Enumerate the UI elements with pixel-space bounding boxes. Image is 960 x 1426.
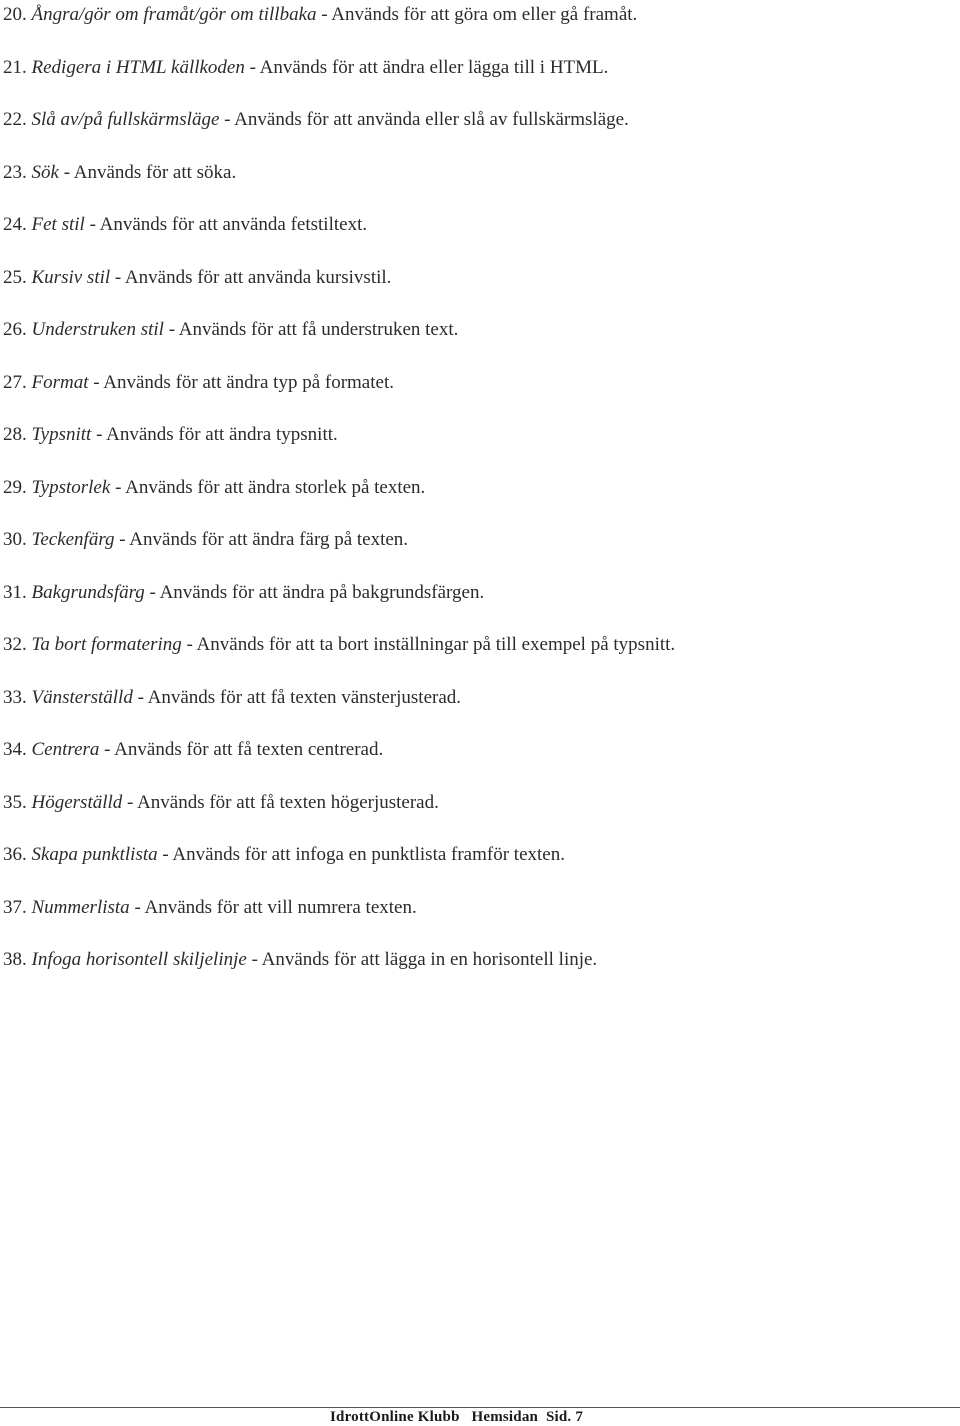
list-item bbox=[0, 578, 940, 631]
item-number: 28. bbox=[3, 424, 27, 445]
item-term: Slå av/på fullskärmsläge bbox=[31, 109, 220, 130]
list-item bbox=[0, 105, 940, 158]
item-description: - Används för att göra om eller gå framåt. bbox=[316, 4, 638, 25]
item-description: - Används för att få texten centrerad. bbox=[99, 739, 384, 760]
item-term: Redigera i HTML källkoden bbox=[31, 56, 245, 78]
item-number: 38. bbox=[3, 949, 27, 970]
page-footer: IdrottOnline Klubb Hemsidan Sid. 7 bbox=[330, 1409, 584, 1425]
item-number: 31. bbox=[3, 581, 27, 603]
list-item bbox=[0, 210, 940, 263]
item-number: 36. bbox=[3, 844, 27, 865]
footer-divider bbox=[0, 1407, 960, 1408]
item-description: - Används för att få understruken text. bbox=[163, 319, 459, 340]
item-number: 24. bbox=[3, 214, 27, 235]
item-term: Understruken stil bbox=[31, 319, 164, 340]
item-description: - Används för att ändra eller lägga till i HTML. bbox=[244, 56, 609, 78]
item-description: - Används för att använda eller slå av fullskärmsläge. bbox=[219, 109, 629, 130]
item-number: 32. bbox=[3, 634, 27, 655]
item-term: Typstorlek bbox=[31, 476, 111, 498]
item-description: - Används för att infoga en punktlista framför texten. bbox=[157, 844, 565, 865]
item-description: - Används för att få texten vänsterjusterad. bbox=[132, 686, 462, 708]
item-description: - Används för att söka. bbox=[58, 161, 237, 183]
list-item bbox=[0, 683, 940, 736]
item-number: 22. bbox=[3, 109, 27, 130]
item-term: Fet stil bbox=[31, 214, 85, 235]
item-term: Högerställd bbox=[31, 791, 123, 813]
list-item bbox=[0, 735, 940, 788]
list-item bbox=[0, 158, 940, 211]
list-item bbox=[0, 945, 940, 998]
item-description: - Används för att vill numrera texten. bbox=[129, 896, 417, 918]
item-term: Format bbox=[31, 371, 89, 393]
item-number: 26. bbox=[3, 319, 27, 340]
item-description: - Används för att använda kursivstil. bbox=[110, 266, 392, 288]
item-term: Bakgrundsfärg bbox=[31, 581, 145, 603]
item-number: 34. bbox=[3, 739, 27, 760]
item-number: 35. bbox=[3, 791, 27, 813]
item-term: Infoga horisontell skiljelinje bbox=[31, 949, 247, 970]
item-description: - Används för att ändra typ på formatet. bbox=[88, 371, 394, 393]
item-term: Ta bort formatering bbox=[31, 634, 182, 655]
item-number: 33. bbox=[3, 686, 27, 708]
item-number: 21. bbox=[3, 56, 27, 78]
list-item bbox=[0, 473, 940, 526]
item-term: Teckenfärg bbox=[31, 529, 115, 550]
list-item bbox=[0, 840, 940, 893]
list-item bbox=[0, 0, 940, 53]
item-term: Kursiv stil bbox=[31, 266, 111, 288]
item-term: Ångra/gör om framåt/gör om tillbaka bbox=[31, 4, 317, 25]
list-item bbox=[0, 263, 940, 316]
item-description: - Används för att ta bort inställningar på till exempel på typsnitt. bbox=[181, 634, 676, 655]
list-item bbox=[0, 788, 940, 841]
list-item bbox=[0, 525, 940, 578]
item-number: 37. bbox=[3, 896, 27, 918]
item-description: - Används för att använda fetstiltext. bbox=[84, 214, 368, 235]
item-description: - Används för att ändra storlek på texten. bbox=[110, 476, 426, 498]
list-item bbox=[0, 630, 940, 683]
item-term: Vänsterställd bbox=[31, 686, 133, 708]
item-description: - Används för att ändra typsnitt. bbox=[91, 424, 338, 445]
item-number: 27. bbox=[3, 371, 27, 393]
list-item bbox=[0, 893, 940, 946]
item-number: 23. bbox=[3, 161, 27, 183]
item-number: 25. bbox=[3, 266, 27, 288]
list-item bbox=[0, 420, 940, 473]
item-term: Nummerlista bbox=[31, 896, 130, 918]
item-description: - Används för att lägga in en horisontell linje. bbox=[246, 949, 598, 970]
list-item bbox=[0, 53, 940, 106]
item-description: - Används för att få texten högerjusterad. bbox=[122, 791, 439, 813]
item-description: - Används för att ändra färg på texten. bbox=[114, 529, 409, 550]
list-item bbox=[0, 315, 940, 368]
item-term: Typsnitt bbox=[31, 424, 92, 445]
item-term: Skapa punktlista bbox=[31, 844, 158, 865]
item-number: 20. bbox=[3, 4, 27, 25]
item-term: Sök bbox=[31, 161, 59, 183]
item-number: 30. bbox=[3, 529, 27, 550]
item-term: Centrera bbox=[31, 739, 100, 760]
item-description: - Används för att ändra på bakgrundsfärgen. bbox=[144, 581, 485, 603]
list-item bbox=[0, 368, 940, 421]
item-number: 29. bbox=[3, 476, 27, 498]
